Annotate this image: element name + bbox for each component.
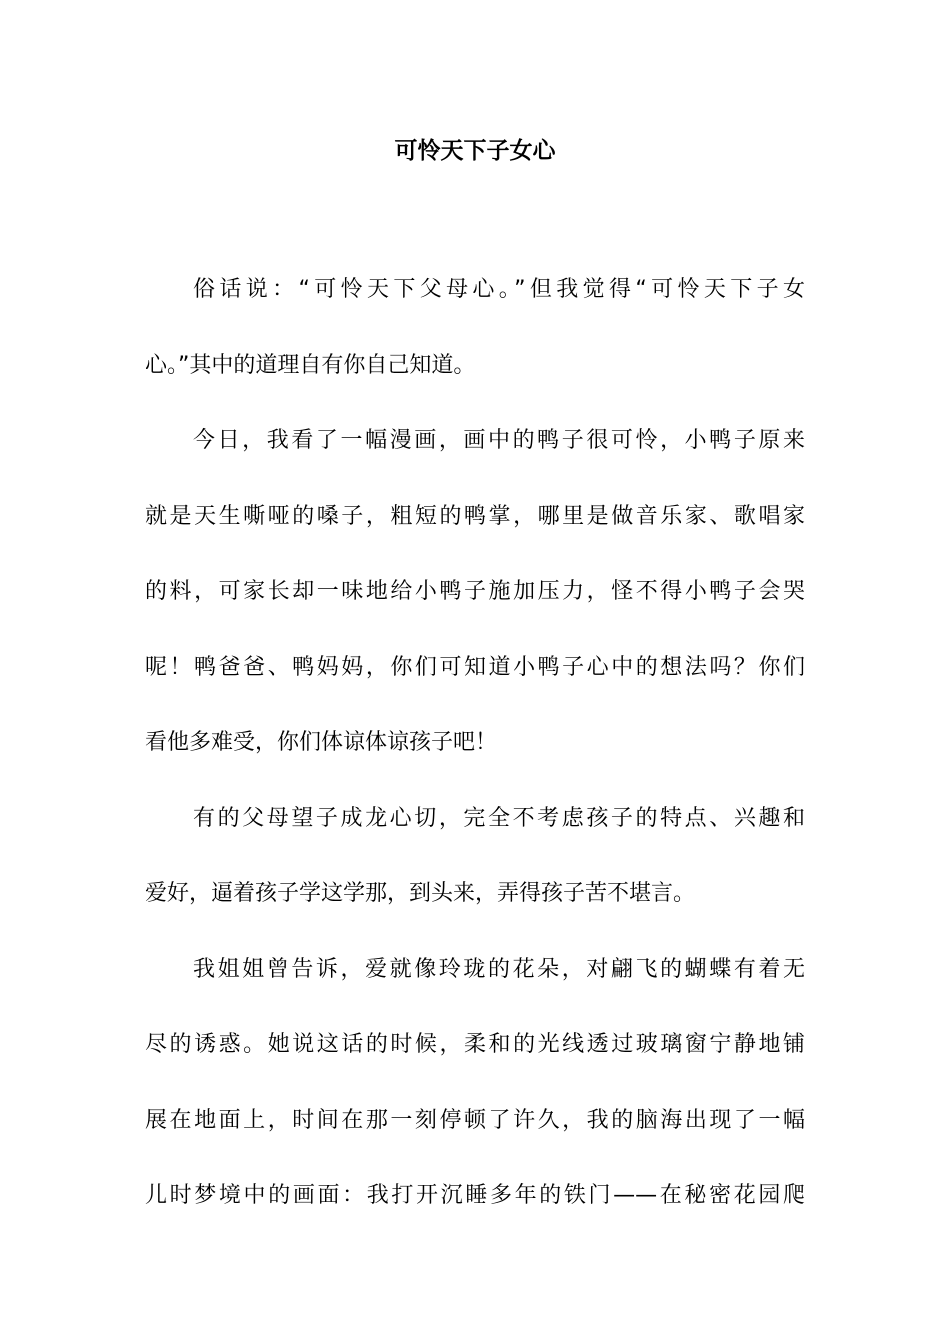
document-title: 可怜天下子女心 (394, 138, 556, 164)
paragraph-line: 儿时梦境中的画面：我打开沉睡多年的铁门——在秘密花园爬 (145, 1183, 805, 1208)
paragraph-line: 的料，可家长却一味地给小鸭子施加压力，怪不得小鸭子会哭 (145, 579, 805, 604)
document-body (145, 252, 805, 1234)
paragraph-3 (145, 781, 805, 932)
paragraph-line: 心。”其中的道理自有你自己知道。 (145, 352, 476, 378)
paragraph-line: 尽的诱惑。她说这话的时候，柔和的光线透过玻璃窗宁静地铺 (145, 1032, 805, 1057)
paragraph-2 (145, 403, 805, 781)
paragraph-line: 我姐姐曾告诉，爱就像玲珑的花朵，对翩飞的蝴蝶有着无 (193, 956, 805, 982)
paragraph-4 (145, 932, 805, 1234)
paragraph-line: 今日，我看了一幅漫画，画中的鸭子很可怜，小鸭子原来 (193, 428, 805, 453)
paragraph-line: 看他多难受，你们体谅体谅孩子吧！ (145, 730, 498, 755)
paragraph-line: 展在地面上，时间在那一刻停顿了许久，我的脑海出现了一幅 (145, 1107, 805, 1133)
paragraph-line: 有的父母望子成龙心切，完全不考虑孩子的特点、兴趣和 (193, 805, 805, 831)
paragraph-line: 爱好，逼着孩子学这学那，到头来，弄得孩子苦不堪言。 (145, 881, 696, 906)
paragraph-line: 呢！鸭爸爸、鸭妈妈，你们可知道小鸭子心中的想法吗？你们 (145, 654, 805, 680)
paragraph-line: 俗话说：“可怜天下父母心。”但我觉得“可怜天下子女 (193, 277, 805, 302)
paragraph-line: 就是天生嘶哑的嗓子，粗短的鸭掌，哪里是做音乐家、歌唱家 (145, 503, 805, 529)
paragraph-1 (145, 252, 805, 403)
